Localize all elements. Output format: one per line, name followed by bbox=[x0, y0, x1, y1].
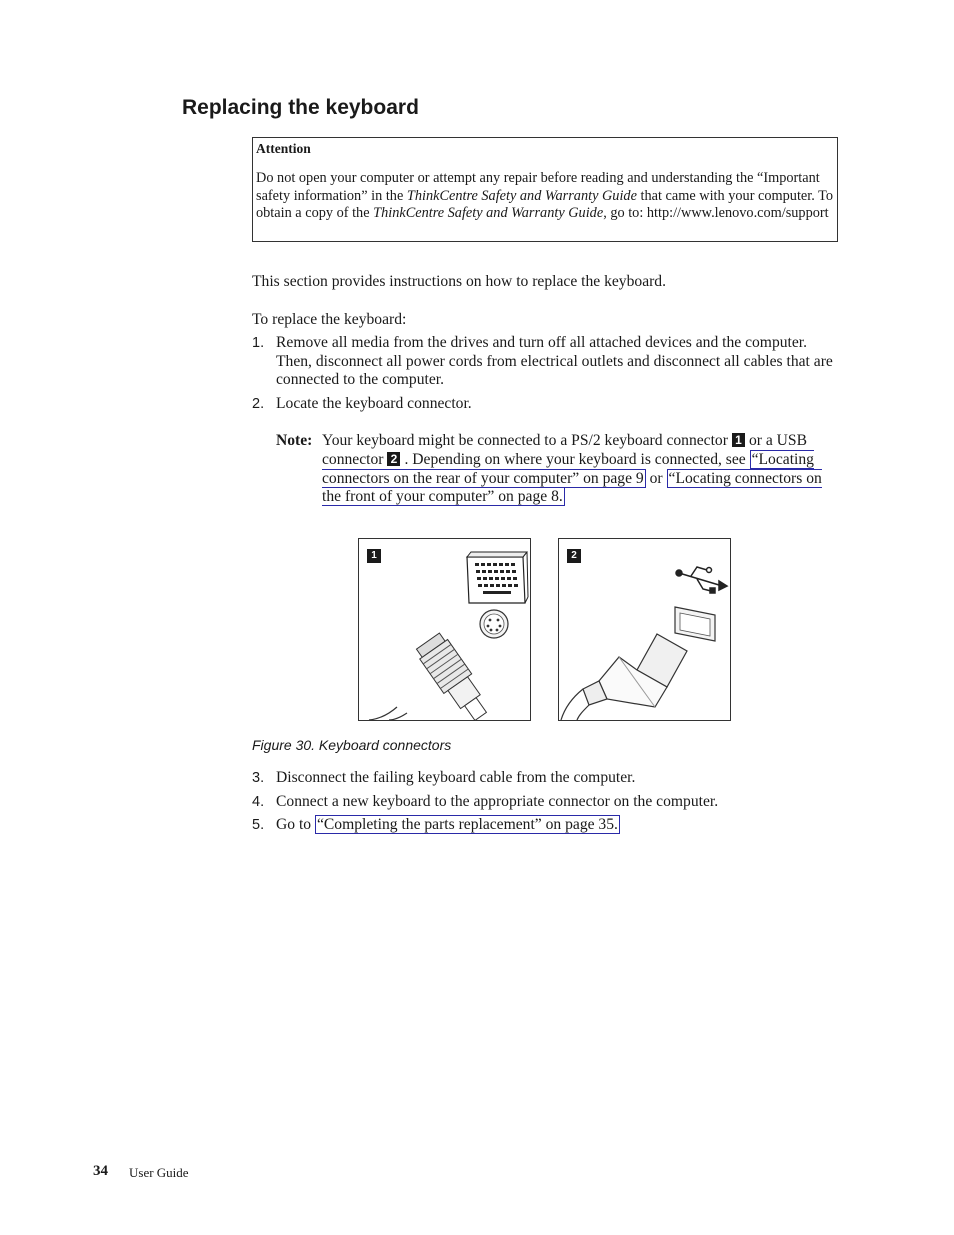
step-text: Go to “Completing the parts replacement” on page 35. bbox=[276, 816, 618, 833]
step-text: Disconnect the failing keyboard cable from the computer. bbox=[276, 769, 636, 786]
page-title: Replacing the keyboard bbox=[182, 96, 419, 119]
attention-body: Do not open your computer or attempt any repair before reading and understanding the “Important safety information” in the ThinkCentre Safety and Warranty Guide that came with your computer. To obtain a copy of the ThinkCentre Safety and Warranty Guide, go to: http://www.lenovo.com/support bbox=[256, 170, 834, 221]
callout-badge: 1 bbox=[732, 433, 745, 447]
step-number: 3. bbox=[252, 770, 265, 786]
ps2-connector-illustration bbox=[359, 539, 530, 720]
step-number: 4. bbox=[252, 794, 265, 810]
link-rear-connectors[interactable]: “Locating connectors on the rear of your computer” on page 9 bbox=[322, 450, 814, 487]
usb-icon bbox=[676, 567, 727, 593]
usb-plug bbox=[583, 634, 687, 707]
step-number: 5. bbox=[252, 817, 265, 833]
keyboard-icon bbox=[467, 552, 528, 603]
figure-badge: 1 bbox=[367, 549, 381, 563]
intro-paragraph: This section provides instructions on how to replace the keyboard. bbox=[252, 273, 667, 290]
attention-title: Attention bbox=[256, 141, 311, 156]
note-label: Note: bbox=[276, 432, 313, 449]
callout-badge: 2 bbox=[387, 452, 400, 466]
step-text: Connect a new keyboard to the appropriate connector on the computer. bbox=[276, 793, 719, 810]
footer-label: User Guide bbox=[129, 1165, 189, 1180]
usb-connector-illustration bbox=[559, 539, 730, 720]
page-number: 34 bbox=[93, 1163, 108, 1179]
figure-usb-panel bbox=[558, 538, 731, 721]
attention-box bbox=[252, 137, 838, 242]
link-front-connectors[interactable]: “Locating connectors on the front of your computer” on page 8. bbox=[322, 469, 822, 506]
ps2-port bbox=[480, 610, 508, 638]
step-text: Locate the keyboard connector. bbox=[276, 395, 472, 412]
step-text: Remove all media from the drives and turn off all attached devices and the computer. Then, disconnect all power cords from electrical outlets and disconnect all cables that are connected to the computer. bbox=[276, 334, 833, 388]
step-number: 2. bbox=[252, 396, 265, 412]
step-number: 1. bbox=[252, 335, 265, 351]
figure-caption: Figure 30. Keyboard connectors bbox=[252, 737, 452, 753]
figure-badge: 2 bbox=[567, 549, 581, 563]
lead-paragraph: To replace the keyboard: bbox=[252, 311, 407, 328]
usb-port bbox=[675, 607, 715, 641]
note-body: Your keyboard might be connected to a PS/2 keyboard connector 1 or a USB connector 2 . Depending on where your keyboard is connected, see “Locating connectors on the rear of your computer” on page 9 or “Locating connectors on the front of your computer” on page 8. bbox=[322, 432, 822, 506]
ps2-plug bbox=[414, 631, 495, 720]
figure-ps2-panel bbox=[358, 538, 531, 721]
link-completing-replacement[interactable]: “Completing the parts replacement” on page 35. bbox=[316, 816, 618, 833]
